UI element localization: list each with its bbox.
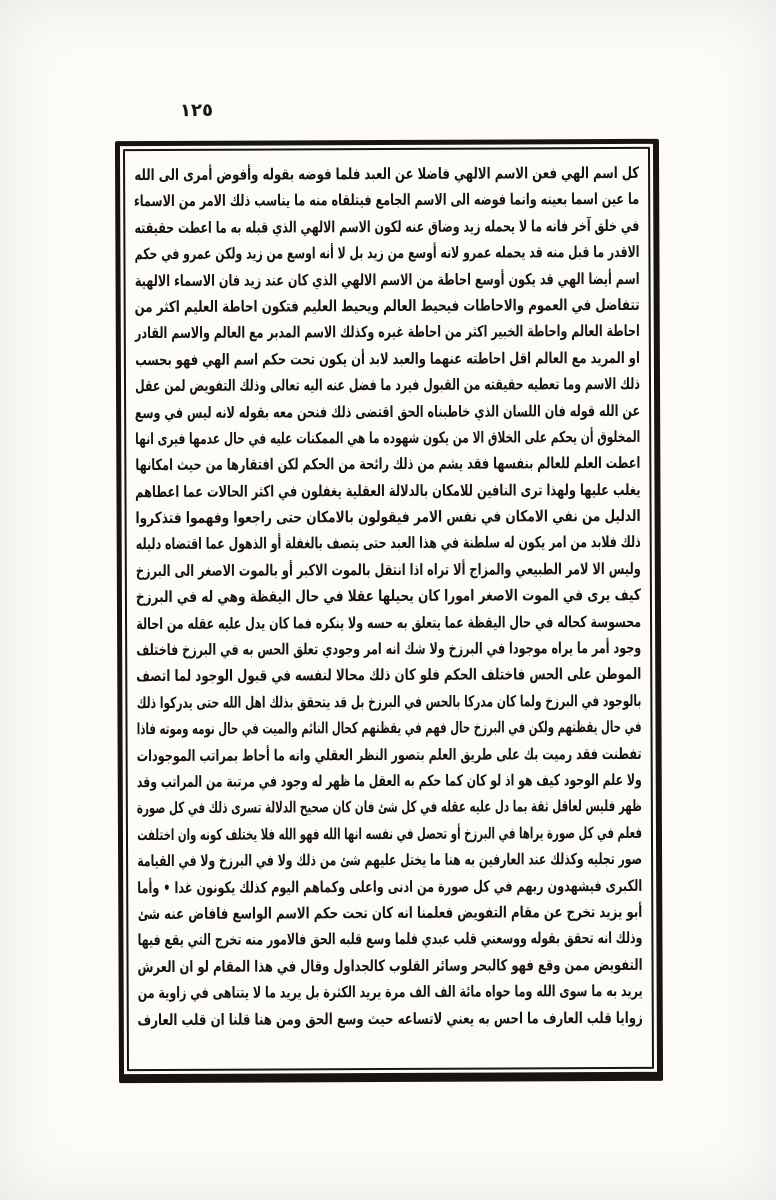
text-line: يريد به ما سوى الله وما حواه مائة الف الف مرة يريد الكثرة بل يريد ما لا يتناهى في زاوية من <box>137 982 643 1003</box>
text-line: او المريد مع العالم اقل احاطته عنهما والعبد لابد أن يكون تحت حكم اسم الهي فهو بحسب <box>135 348 640 369</box>
text-line: احاطة العالم واحاطة الخبير اكثر من احاطة غيره وكذلك الاسم المدبر مع العالم والاسم القادر <box>134 322 640 343</box>
text-line: وليس الا لامر الطبيعي والمزاج ألا تراه اذا انتقل بالموت الاكبر أو بالموت الاصغر الى البرزخ <box>135 559 641 580</box>
text-line: الاقدر ما قبل منه قد يحمله عمرو لانه أوسع من زيد بل لا أنه اوسع من زيد ولكن عمرو في حكم <box>134 243 640 264</box>
text-line: فعلم في كل صورة يراها في البرزخ أو تحصل في نفسه انها الله فهو الله فلا يختلف كونه وان اختلفت <box>137 823 643 844</box>
text-line: التفويض ممن وقع فهو كالبحر وسائر القلوب كالجداول وقال في هذا المقام لو ان العرش <box>137 955 643 976</box>
manuscript-text-block <box>134 160 643 1033</box>
text-line: ولا علم الوجود كيف هو اذ لو كان كما حكم به العقل ما ظهر له وجود في مرتبة من المراتب وقد <box>136 770 642 792</box>
text-line: وذلك انه تحقق بقوله ووسعني قلب عبدي فلما وسع قلبه الحق فالامور منه تخرج التي يقع فيها <box>137 929 643 950</box>
text-line: في خلق آخر فانه ما لا يحمله زيد وضاق عنه لكون الاسم الالهي الذي قبله به ما اعطت حقيقته <box>134 216 640 237</box>
text-line: تتفاضل في العموم والاحاطات فيحيط العالم ويحيط العليم فتكون احاطة العليم اكثر من <box>134 295 640 317</box>
text-line: اسم أيضا الهي قد يكون أوسع احاطة من الاسم الالهي الذي كان عند زيد فان الاسماء الالهية <box>134 269 640 290</box>
text-line: كيف يرى في الموت الاصغر امورا كان يحيلها عقلا في حال اليقظة وهي له في البرزخ <box>135 586 641 607</box>
text-line: في حال يقظتهم ولكن في البرزخ حال فهم في يقظتهم كحال النائم والميت في حال نومه وموته فاذا <box>136 718 642 739</box>
page-number: ١٢٥ <box>179 99 214 122</box>
text-line: زوايا قلب العارف ما احس به يعني لاتساعه حيث وسع الحق ومن هنا قلنا ان قلب العارف <box>137 1008 643 1029</box>
text-line: عن الله قوله فان اللسان الذي خاطبناه الحق اقتضى ذلك فنحن معه بقوله لانه ليس في وسع <box>134 401 641 422</box>
text-line: الموطن على الحس فاختلف الحكم فلو كان ذلك محالا لنفسه في قبول الوجود لما اتصف <box>136 665 642 686</box>
text-line: تفطنت فقد رميت بك على طريق العلم بتصور النظر العقلي وانه ما أحاط بمراتب الموجودات <box>136 744 642 765</box>
text-line: ما عين اسما بعينه وانما فوضه الى الاسم الجامع فيتلقاه منه ما يناسب ذلك الامر من الاسماء <box>133 190 640 211</box>
text-line: الكبرى فيشهدون ربهم في كل صورة من ادنى واعلى وكماهم اليوم كذلك يكونون غدا • وأما <box>137 876 643 897</box>
text-line: محسوسة كحاله في حال اليقظة عما يتعلق به حسه ولا ينكره فما كان يدل عليه عقله من احالة <box>136 612 642 633</box>
text-line: ذلك فلابد من امر يكون له سلطنة في هذا العبد حتى يتصف بالغفلة أو الذهول عما اقتضاه دليله <box>135 533 641 554</box>
text-line: الدليل من نفي الامكان في نفس الامر فيقولون بالامكان حتى راجعوا وفهموا فتذكروا <box>135 506 641 528</box>
text-line: يغلب عليها ولهذا ترى النافين للامكان بالدلالة العقلية يغفلون في اكثر الحالات عما اعطاهم <box>135 480 641 501</box>
page-border-inner-rule <box>123 147 654 1071</box>
text-line: اعطت العلم للعالم بنفسها فقد يشم من ذلك رائحة من الحكم لكن افتقارها من حيث امكانها <box>135 454 641 475</box>
text-line: وجود أمر ما يراه موجودا في البرزخ ولا شك انه امر وجودي تعلق الحس به في البرزخ فاختلف <box>136 638 642 660</box>
text-line: ذلك الاسم وما تعطيه حقيقته من القبول فيرد ما فضل عنه اليه تعالى وذلك التفويض لمن عقل <box>135 375 641 396</box>
text-line: المخلوق أن يحكم على الخلاق الا من يكون شهوده ما هي الممكنات عليه في حال عدمها فيرى انها <box>135 427 641 449</box>
text-line: أبو يزيد تخرج عن مقام التفويض فعلمنا انه كان تحت حكم الاسم الواسع فافاض عنه شئ <box>137 902 643 924</box>
page-border-frame <box>115 139 663 1083</box>
text-line: ظهر فليس لعاقل ثقة بما دل عليه عقله في كل شئ فان كان صحيح الدلالة تسرى ذلك في كل صورة <box>136 797 642 818</box>
text-line: بالوجود في البرزخ ولما كان مدركا بالحس في البرزخ بل قد يتحقق بذلك اهل الله حتى يدركوا ذلك <box>136 691 642 712</box>
text-line: صور تجليه وكذلك عند العارفين به هنا ما يختل عليهم شئ من ذلك ولا في البرزخ ولا في القيامة <box>137 850 643 871</box>
text-line: كل اسم الهي فعن الاسم الالهي فاضلا عن العبد فلما فوضه بقوله وأفوض أمرى الى الله <box>134 163 640 185</box>
